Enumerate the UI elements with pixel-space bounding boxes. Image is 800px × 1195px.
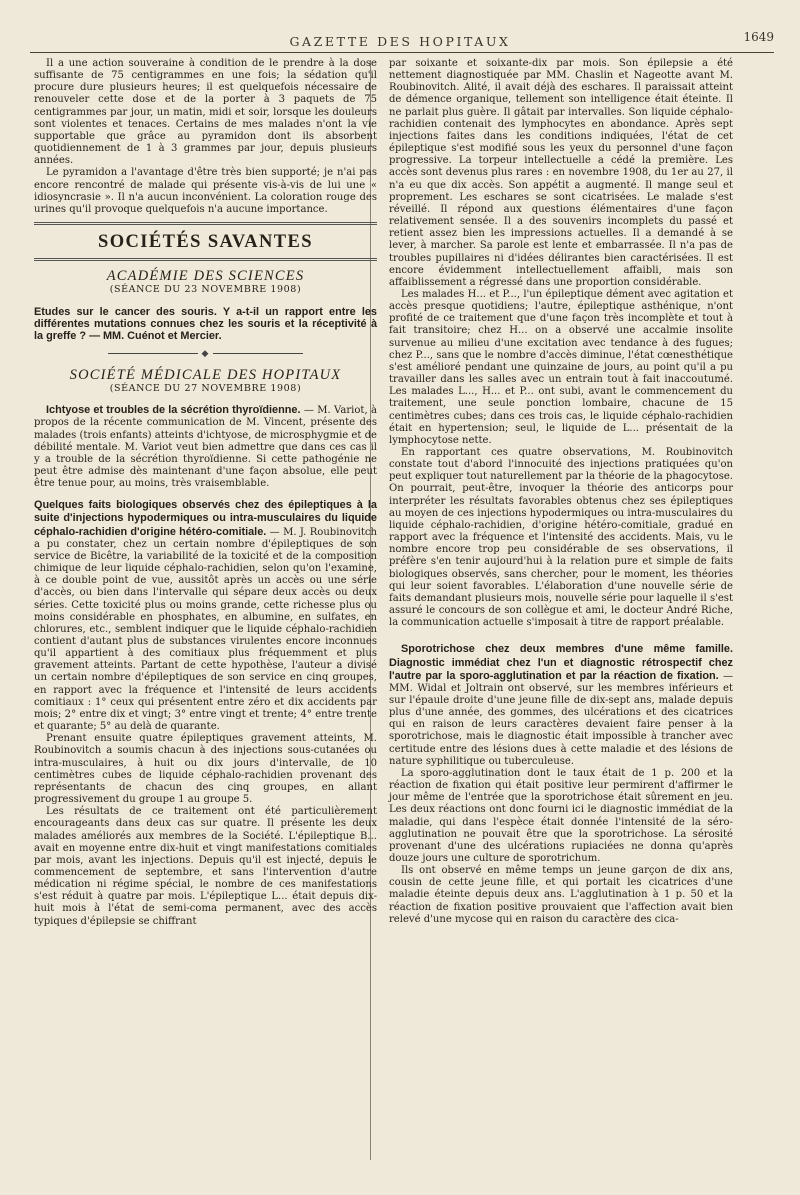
epilepsy-body: — M. J. Roubinovitch a pu constater, chez un certain nombre d'épileptiques de son service de Bicêtre, la variabilité de la toxicité et de la composition chimique de leur liquide céphalo-rachidien, selon qu'on l'examine, à ce double point de vue, aussitôt après un accès ou une série d'accès, ou bien dans l'intervalle qui sépare deux accès ou deux séries. Cette toxicité plus ou moins grande, cette richesse plus ou moins considérable en phosphates, en albumine, en sulfates, en chlorures, etc., semblent indiquer que le liquide céphalo-rachidien contient d'autant plus de substances virulentes encore inconnues qu'il appartient à des comitiaux plus fréquemment et plus gravement atteints. Partant de cette hypothèse, l'auteur a divisé un certain nombre d'épileptiques de son service en cinq groupes, en rapport avec la fréquence et l'intensité de leurs accidents comitiaux : 1° ceux qui présentent entre zéro et dix accidents par mois; 2° entre dix et vingt; 3° entre vingt et trente; 4° entre trente et quarante; 5° au delà de quarante.	[34, 526, 377, 733]
header-rule	[30, 52, 774, 53]
sporotrichosis-paragraph-3: Ils ont observé en même temps un jeune garçon de dix ans, cousin de cette jeune fille, et qui portait les cicatrices d'une maladie éteinte depuis deux ans. L'agglutination à 1 p. 50 et la réaction de fixation positive prouvaient que l'affection avait bien relevé d'une mycose qui en raison du caractère des cica-	[389, 865, 733, 925]
right-column	[389, 58, 733, 926]
ichtyose-body: — M. Variot, à propos de la récente communication de M. Vincent, présente des malades (trois enfants) atteints d'ichtyose, de microsphygmie et de débilité mentale. M. Variot veut bien admettre que dans ces cas il y a trouble de la sécrétion thyroïdienne. Si cette pathogénie ne peut être admise dès maintenant d'une façon absolue, elle peut être tenue pour, au moins, très vraisemblable.	[34, 405, 377, 490]
society-session: (SÉANCE DU 27 NOVEMBRE 1908)	[109, 383, 302, 395]
running-title: GAZETTE DES HOPITAUX	[289, 34, 511, 49]
sporotrichosis-heading: Sporotrichose chez deux membres d'une même famille. Diagnostic immédiat chez l'un et diagnostic rétrospectif chez l'autre par la sporo-agglutination et par la réaction de fixation.	[389, 643, 733, 682]
section-rule-bottom	[34, 258, 377, 261]
epilepsy-continuation: par soixante et soixante-dix par mois. Son épilepsie a été nettement diagnostiquée par MM. Chaslin et Nageotte avant M. Roubinovitch. Alité, il avait déjà des eschares. Il paraissait atteint de démence organique, tellement son intelligence était éteinte. Il ne parlait plus guère. Il gâtait par intervalles. Son liquide céphalo-rachidien contenait des lymphocytes en abondance. Après sept injections faites dans les conditions indiquées, l'état de cet épileptique s'est modifié sous les yeux du personnel d'une façon progressive. La torpeur intellectuelle a cédé la première. Les accès sont devenus plus rares : en novembre 1908, du 1er au 27, il n'a eu que dix accès. Son appétit a augmenté. Il mange seul et proprement. Les eschares se sont cicatrisées. Le malade s'est réveillé. Il répond aux questions élémentaires d'une façon relativement sensée. Il a des souvenirs incomplets du passé et retient assez bien les impressions actuelles. Il a demandé à se lever, à marcher. Sa parole est lente et embarrassée. Il n'a pas de troubles pupillaires ni d'idées délirantes bien caractérisées. Il est encore évidemment intellectuellement affaibli, mais son affaiblissement a régressé dans une proportion considérable.	[389, 58, 733, 288]
intro-paragraph-2: Le pyramidon a l'avantage d'être très bien supporté; je n'ai pas encore rencontré de malade qui présente vis-à-vis de lui une « idiosyncrasie ». Il n'a aucun inconvénient. La coloration rouge des urines qu'il provoque quelquefois n'a aucune importance.	[34, 167, 377, 215]
sporotrichosis-paragraph-2: La sporo-agglutination dont le taux était de 1 p. 200 et la réaction de fixation qui était positive leur permirent d'affirmer le jour même de l'entrée que la sporotrichose était sûrement en jeu. Les deux réactions ont donc fourni ici le diagnostic immédiat de la maladie, qui dans l'espèce était donnée l'intensité de la séro-agglutination ne pouvait être que la sporotrichose. La sérosité provenant d'une des ulcérations rupiaciées ne donna qu'après douze jours une culture de sporotrichum.	[389, 767, 733, 864]
sporotrichosis-article	[389, 643, 733, 768]
sporotrichosis-body: — MM. Widal et Joltrain ont observé, sur les membres inférieurs et sur l'épaule droite d'une jeune fille de dix-sept ans, malade depuis plus d'une année, des gommes, des ulcérations et des cicatrices qui en raison de leurs caractères devaient faire penser à la sporotrichose, mais le diagnostic était impossible à trancher avec certitude entre des lésions dues à cette maladie et des lésions de nature syphilitique ou tuberculeuse.	[389, 670, 733, 767]
page-number: 1649	[743, 30, 774, 44]
intro-paragraph-1: Il a une action souveraine à condition de le prendre à la dose suffisante de 75 centigrammes en une fois; la sédation qu'il procure dure plusieurs heures; il est quelquefois nécessaire de renouveler cette dose et de la porter à 3 paquets de 75 centigrammes par jour, un matin, midi et soir, lorsque les douleurs sont violentes et tenaces. Certains de mes malades n'ont la vie supportable que grâce au pyramidon dont ils absorbent quotidiennement de 1 à 3 grammes par jour, depuis plusieurs années.	[34, 58, 377, 167]
ichtyose-article	[34, 404, 377, 490]
left-column	[34, 58, 377, 928]
section-title: SOCIÉTÉS SAVANTES	[98, 232, 313, 253]
epilepsy-paragraph-2: Prenant ensuite quatre épileptiques gravement atteints, M. Roubinovitch a soumis chacun à des injections sous-cutanées ou intra-musculaires, à huit ou dix jours d'intervalle, de 10 centimètres cubes de liquide céphalo-rachidien provenant des représentants de chacun des cinq groupes, en allant progressivement du groupe 1 au groupe 5.	[34, 733, 377, 806]
epilepsy-paragraph-3: Les résultats de ce traitement ont été particulièrement encourageants dans deux cas sur quatre. Il présente les deux malades améliorés aux membres de la Société. L'épileptique B... avait en moyenne entre dix-huit et vingt manifestations comitiales par mois, avant les injections. Depuis qu'il est injecté, depuis le commencement de septembre, et sans l'intervention d'autre médication ni régime spécial, le nombre de ces manifestations s'est réduit à quatre par mois. L'épileptique L... était depuis dix-huit mois à l'état de semi-coma permanent, avec des accès typiques d'épilepsie se chiffrant	[34, 806, 377, 927]
epilepsy-other-patients: Les malades H... et P..., l'un épileptique dément avec agitation et accès presque quotidiens; l'autre, épileptique asthénique, n'ont profité de ce traitement que d'une façon très incomplète et tout à fait transitoire; chez H... on a observé une accalmie insolite survenue au milieu d'une excitation avec tendance à des fugues; chez P..., sans que le nombre d'accès diminue, l'état cœnesthétique s'est amélioré pendant une quinzaine de jours, au point qu'il a pu travailler dans les salles avec un entrain tout à fait inaccoutumé. Les malades L..., H... et P... ont subi, avant le commencement du traitement, une seule ponction lombaire, chacune de 15 centimètres cubes; dans ces trois cas, le liquide céphalo-rachidien était en hypertension; seul, le liquide de L... présentait de la lymphocytose nette.	[389, 288, 733, 446]
academy-title: ACADÉMIE DES SCIENCES	[106, 268, 305, 285]
ichtyose-heading: Ichtyose et troubles de la sécrétion thyroïdienne.	[46, 404, 301, 417]
society-title: SOCIÉTÉ MÉDICALE DES HOPITAUX	[69, 366, 342, 383]
section-rule-top	[34, 222, 377, 225]
epilepsy-conclusion: En rapportant ces quatre observations, M. Roubinovitch constate tout d'abord l'innocuité des injections pratiquées qu'on peut expliquer tout naturellement par la théorie de la phagocytose. On pourrait, peut-être, invoquer la théorie des anticorps pour interpréter les résultats favorables obtenus chez ses épileptiques au moyen de ces injections hypodermiques ou intra-musculaires du liquide céphalo-rachidien, d'origine hétéro-comitiale, gradué en rapport avec la fréquence et l'intensité des accidents. Mais, vu le nombre encore trop peu considérable de ses observations, il préfère s'en tenir aujourd'hui à la relation pure et simple de faits biologiques observés, sans chercher, pour le moment, les théories qui leur soient favorables. L'élaboration d'une nouvelle série de faits demandant plusieurs mois, nouvelle série pour laquelle il s'est assuré le concours de son collègue et ami, le docteur André Riche, la communication actuelle s'imposait à titre de rapport préalable.	[389, 447, 733, 629]
ornament-rule: ◆	[34, 348, 377, 360]
cancer-article-heading: Etudes sur le cancer des souris. Y a-t-il un rapport entre les différentes mutations connues chez les souris et la réceptivité à la greffe ? — MM. Cuénot et Mercier.	[34, 305, 377, 343]
page-header	[0, 30, 800, 60]
academy-session: (SÉANCE DU 23 NOVEMBRE 1908)	[109, 284, 302, 296]
epilepsy-article	[34, 499, 377, 733]
epilepsy-heading: Quelques faits biologiques observés chez des épileptiques à la suite d'injections hypodermiques ou intra-musculaires du liquide céphalo-rachidien d'origine hétéro-comitiale.	[34, 499, 377, 538]
